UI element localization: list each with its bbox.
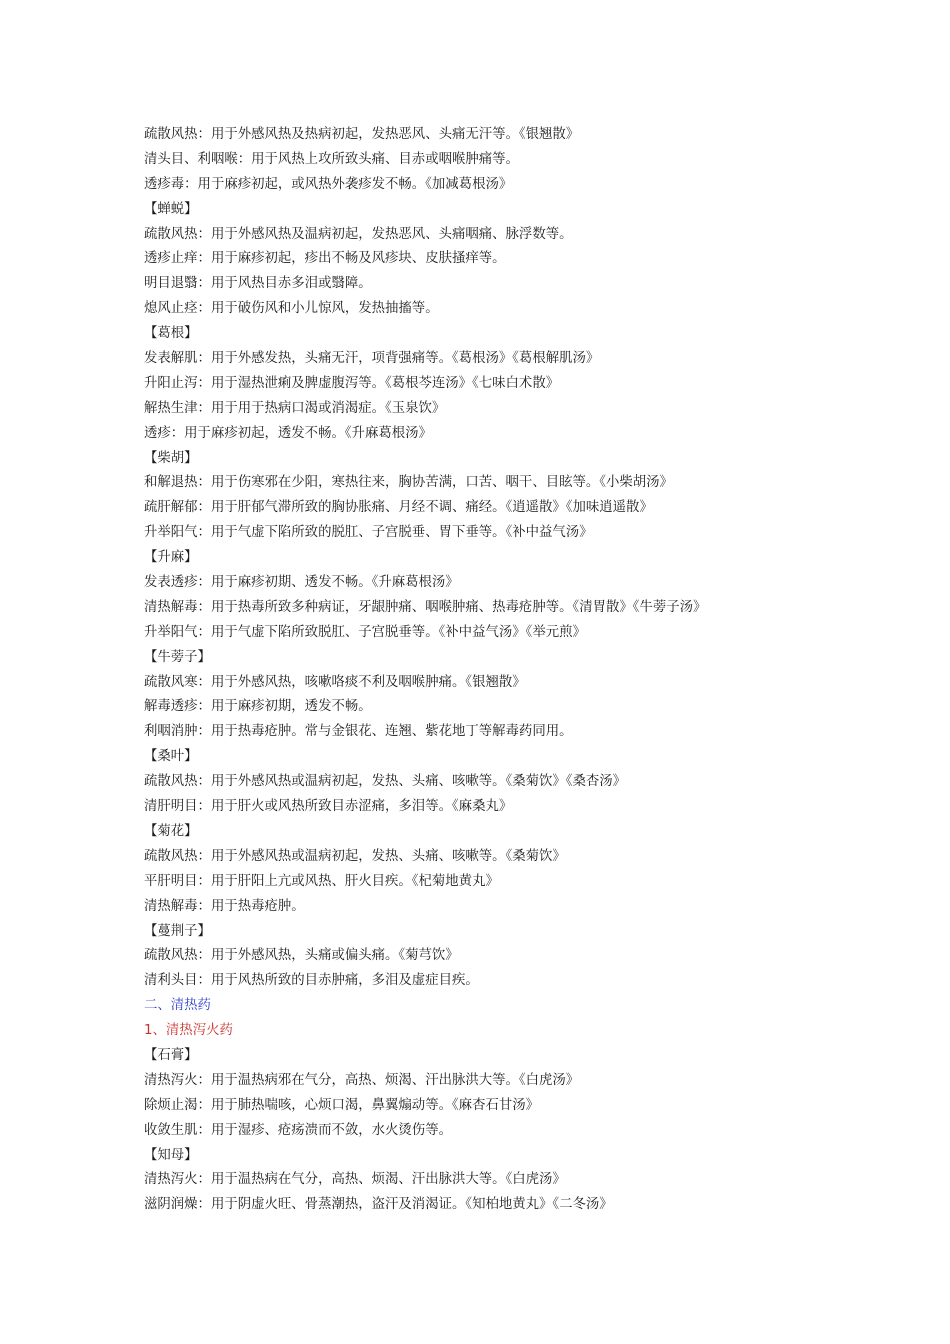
herb-heading: 【升麻】	[144, 550, 198, 566]
text-line: 熄风止痉：用于破伤风和小儿惊风，发热抽搐等。	[144, 301, 439, 317]
text-line: 升阳止泻：用于湿热泄痢及脾虚腹泻等。《葛根芩连汤》《七味白术散》	[144, 375, 560, 391]
text-line: 透疹：用于麻疹初起，透发不畅。《升麻葛根汤》	[144, 425, 432, 441]
text-line: 疏散风热：用于外感风热或温病初起，发热、头痛、咳嗽等。《桑菊饮》《桑杏汤》	[144, 774, 627, 790]
herb-heading: 【菊花】	[144, 823, 198, 839]
text-line: 发表透疹：用于麻疹初期、透发不畅。《升麻葛根汤》	[144, 575, 459, 591]
herb-heading: 【蔓荆子】	[144, 923, 211, 939]
text-line: 清热解毒：用于热毒所致多种病证，牙龈肿痛、咽喉肿痛、热毒疮肿等。《清胃散》《牛蒡子汤》	[144, 599, 707, 615]
herb-heading: 【蝉蜕】	[144, 201, 198, 217]
text-line: 疏散风寒：用于外感风热，咳嗽咯痰不利及咽喉肿痛。《银翘散》	[144, 674, 526, 690]
herb-heading: 【桑叶】	[144, 749, 198, 765]
text-line: 清热解毒：用于热毒疮肿。	[144, 898, 305, 914]
text-line: 平肝明目：用于肝阳上亢或风热、肝火目疾。《杞菊地黄丸》	[144, 873, 499, 889]
herb-heading: 【牛蒡子】	[144, 649, 211, 665]
text-line: 升举阳气：用于气虚下陷所致的脱肛、子宫脱垂、胃下垂等。《补中益气汤》	[144, 525, 593, 541]
section-heading: 二、清热药	[144, 998, 211, 1014]
text-line: 疏散风热：用于外感风热，头痛或偏头痛。《菊芎饮》	[144, 948, 459, 964]
text-line: 除烦止渴：用于肺热喘咳，心烦口渴，鼻翼煽动等。《麻杏石甘汤》	[144, 1097, 540, 1113]
text-line: 清利头目：用于风热所致的目赤肿痛，多泪及虚症目疾。	[144, 973, 479, 989]
subsection-heading: 1、清热泻火药	[144, 1023, 233, 1039]
text-line: 疏散风热：用于外感风热或温病初起，发热、头痛、咳嗽等。《桑菊饮》	[144, 848, 566, 864]
text-line: 和解退热：用于伤寒邪在少阳，寒热往来，胸协苦满，口苦、咽干、目眩等。《小柴胡汤》	[144, 475, 673, 491]
text-line: 清热泻火：用于温热病在气分，高热、烦渴、汗出脉洪大等。《白虎汤》	[144, 1172, 566, 1188]
text-line: 收敛生肌：用于湿疹、疮疡溃而不敛，水火烫伤等。	[144, 1122, 452, 1138]
text-line: 疏散风热：用于外感风热及温病初起，发热恶风、头痛咽痛、脉浮数等。	[144, 226, 573, 242]
text-line: 清肝明目：用于肝火或风热所致目赤涩痛，多泪等。《麻桑丸》	[144, 799, 513, 815]
text-line: 透疹毒：用于麻疹初起，或风热外袭疹发不畅。《加减葛根汤》	[144, 176, 513, 192]
text-line: 利咽消肿：用于热毒疮肿。常与金银花、连翘、紫花地丁等解毒药同用。	[144, 724, 573, 740]
text-line: 疏肝解郁：用于肝郁气滞所致的胸协胀痛、月经不调、痛经。《逍遥散》《加味逍遥散》	[144, 500, 653, 516]
text-line: 解毒透疹：用于麻疹初期，透发不畅。	[144, 699, 372, 715]
text-line: 疏散风热：用于外感风热及热病初起，发热恶风、头痛无汗等。《银翘散》	[144, 127, 580, 142]
text-line: 发表解肌：用于外感发热，头痛无汗，项背强痛等。《葛根汤》《葛根解肌汤》	[144, 351, 600, 367]
text-line: 滋阴润燥：用于阴虚火旺、骨蒸潮热，盗汗及消渴证。《知柏地黄丸》《二冬汤》	[144, 1197, 613, 1213]
text-line: 解热生津：用于用于热病口渴或消渴症。《玉泉饮》	[144, 400, 446, 416]
herb-heading: 【石膏】	[144, 1047, 198, 1063]
herb-heading: 【知母】	[144, 1147, 198, 1163]
text-line: 清头目、利咽喉：用于风热上攻所致头痛、目赤或咽喉肿痛等。	[144, 151, 519, 167]
herb-heading: 【葛根】	[144, 326, 198, 342]
text-line: 清热泻火：用于温热病邪在气分，高热、烦渴、汗出脉洪大等。《白虎汤》	[144, 1072, 580, 1088]
document-body	[144, 123, 844, 1218]
text-line: 透疹止痒：用于麻疹初起，疹出不畅及风疹块、皮肤搔痒等。	[144, 251, 506, 267]
text-line: 升举阳气：用于气虚下陷所致脱肛、子宫脱垂等。《补中益气汤》《举元煎》	[144, 624, 586, 640]
herb-heading: 【柴胡】	[144, 450, 198, 466]
text-line: 明目退翳：用于风热目赤多泪或翳障。	[144, 276, 372, 292]
